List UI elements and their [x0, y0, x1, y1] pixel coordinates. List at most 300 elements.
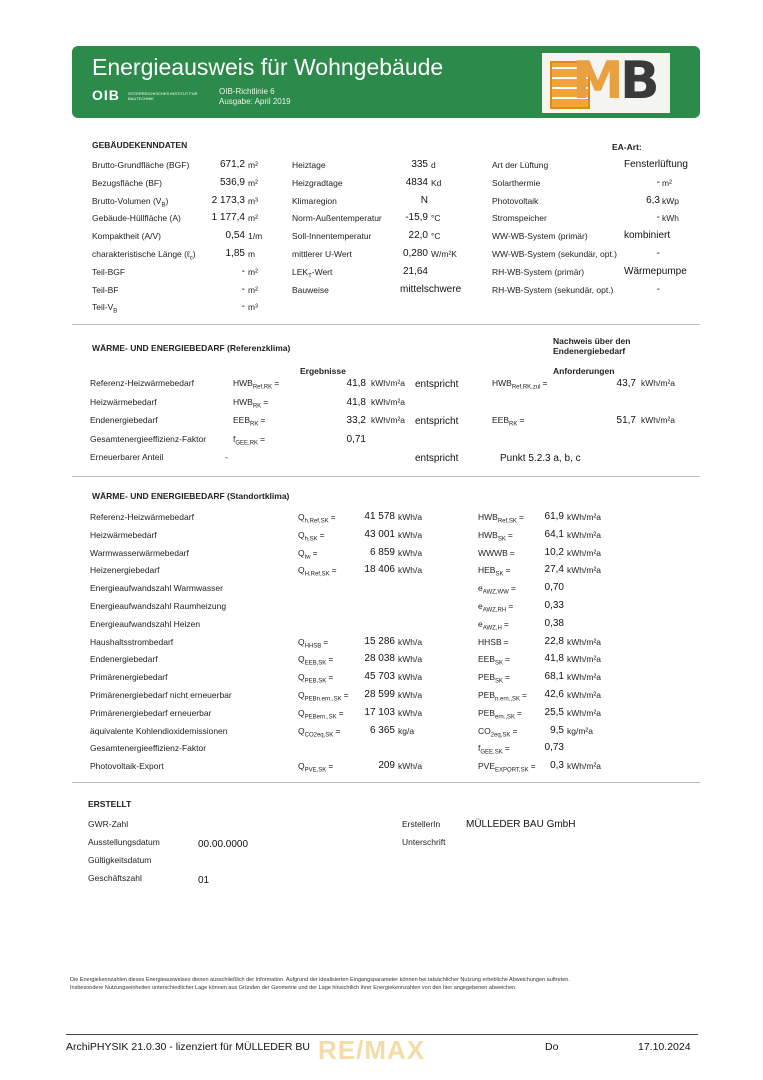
kenndaten-unit: m² — [248, 213, 258, 224]
standort-symbol-subscript: PEBern.,SK — [304, 714, 337, 721]
standort-unit: kWh/a — [398, 565, 423, 576]
standort-kennzahl-symbol-subscript: Ref,SK — [497, 518, 517, 525]
referenz-req-value: 51,7 — [616, 415, 636, 426]
standort-value: 28 599 — [364, 689, 395, 700]
standort-symbol — [298, 761, 333, 774]
standort-kennzahl-value: 0,70 — [544, 582, 564, 594]
footnote-line-2: Insbesondere Nutzungseinheiten unterschiedlicher Lage können aus Gründen der Geometrie und der Lage hinsichtlich ihrer Energiekennzahlen von den hier angegebenen abweichen. — [70, 985, 517, 991]
referenzklima-heading: WÄRME- UND ENERGIEBEDARF (Referenzklima) — [92, 343, 291, 353]
kenndaten-value: 2 173,3 — [211, 194, 245, 206]
kenndaten-label — [92, 231, 161, 241]
standort-symbol-equals: = — [323, 636, 329, 647]
standort-unit: kWh/a — [398, 529, 423, 540]
kenndaten-label-text: Teil-BGF — [92, 266, 126, 277]
erstellt-label: Geschäftszahl — [88, 873, 142, 883]
standort-kennzahl-symbol-symbol: e — [478, 583, 483, 594]
standort-symbol — [298, 512, 336, 525]
klima-value: 0,280 — [402, 248, 428, 259]
kenndaten-label-end: ) — [165, 195, 169, 206]
klima-label — [292, 267, 332, 280]
standort-symbol-equals: = — [328, 654, 334, 665]
kenndaten-label-subscript: B — [113, 309, 118, 316]
standort-value: 41 578 — [364, 511, 395, 522]
kenndaten-label — [92, 160, 189, 170]
referenz-req-symbol-equals: = — [519, 415, 525, 425]
standort-symbol-symbol: Q — [298, 707, 305, 718]
klima-label — [292, 231, 371, 241]
kenndaten-unit: m² — [248, 160, 258, 170]
kenndaten-unit: 1/m — [248, 231, 263, 242]
standort-kennzahl-value: 27,4 — [544, 564, 564, 576]
anlagen-unit: kWp — [662, 195, 679, 206]
standort-kennzahl-unit: kg/m²a — [567, 725, 593, 736]
anlagen-label: Solarthermie — [492, 177, 541, 188]
kenndaten-label-subscript: B — [161, 202, 166, 209]
referenz-req-symbol-subscript: RK — [509, 421, 518, 428]
standort-value: 43 001 — [364, 528, 395, 540]
standort-kennzahl-value: 41,8 — [544, 653, 564, 665]
standort-kennzahl-symbol-subscript: GEE,SK — [480, 750, 503, 757]
standort-kennzahl-symbol-subscript: AWZ,WW — [482, 589, 509, 596]
kenndaten-label — [92, 302, 117, 315]
standort-kennzahl-symbol-subscript: n.ern.,SK — [495, 696, 521, 703]
kenndaten-unit: m² — [248, 177, 258, 188]
klima-unit: Kd — [431, 177, 442, 188]
standort-kennzahl-symbol-equals: = — [508, 601, 514, 611]
standort-row-label: Warmwasserwärmebedarf — [90, 547, 189, 558]
standort-symbol-symbol: Q — [298, 690, 305, 700]
standort-row-label: Heizenergiebedarf — [90, 565, 160, 576]
referenz-symbol-equals: = — [263, 396, 269, 407]
erstellt-right-value: MÜLLEDER BAU GmbH — [466, 819, 576, 830]
kenndaten-value: 671,2 — [219, 159, 245, 170]
kenndaten-label — [92, 249, 196, 262]
referenz-symbol-equals: = — [260, 433, 266, 444]
referenz-symbol-subscript: GEE,RK — [235, 440, 259, 447]
standort-kennzahl-unit: kWh/m²a — [567, 707, 601, 718]
standort-symbol-equals: = — [335, 725, 341, 736]
standort-row-label: Energieaufwandszahl Warmwasser — [90, 583, 223, 594]
standort-kennzahl-symbol-equals: = — [503, 618, 509, 629]
standort-kennzahl-value: 0,3 — [550, 760, 564, 772]
referenz-status: entspricht — [415, 379, 459, 390]
standort-kennzahl-symbol-equals: = — [503, 636, 509, 647]
kenndaten-label-text: Bezugsfläche (BF) — [92, 177, 162, 188]
referenz-symbol-subscript: Ref,RK — [252, 384, 273, 391]
referenz-req-symbol-subscript: Ref,RK,zul — [511, 384, 541, 391]
klima-value: mittelschwere — [400, 283, 462, 295]
klima-value: -15,9 — [405, 212, 428, 224]
klima-label-text: Heiztage — [292, 160, 326, 170]
standort-symbol-equals: = — [328, 761, 334, 772]
referenz-row-label: Gesamtenergieeffizienz-Faktor — [90, 433, 207, 444]
klima-value: 22,0 — [408, 230, 428, 242]
standort-kennzahl-symbol — [478, 619, 509, 632]
standort-symbol-symbol: Q — [298, 725, 305, 736]
footnote-line-1: Die Energiekennzahlen dieses Energieausweises dienen ausschließlich der Information. Aufgrund der idealisierten Eingangsparameter können bei tatsächlicher Nutzung erhebliche Abweichungen auftreten. — [70, 977, 570, 983]
gebaeudekenndaten-heading: GEBÄUDEKENNDATEN — [92, 140, 188, 150]
kenndaten-value: - — [241, 283, 245, 295]
standort-kennzahl-symbol — [478, 761, 536, 774]
klima-value: N — [420, 194, 428, 206]
standort-symbol — [298, 708, 344, 721]
ea-art-label: EA-Art: — [612, 142, 642, 152]
header-banner — [72, 46, 700, 118]
kenndaten-unit: m³ — [248, 302, 258, 313]
standort-kennzahl-symbol-subscript: AWZ,RH — [482, 607, 507, 614]
standort-kennzahl-unit: kWh/m²a — [567, 512, 601, 522]
referenz-req-text: Punkt 5.2.3 a, b, c — [500, 453, 581, 464]
kenndaten-label-text: Gebäude-Hüllfläche (A) — [92, 213, 181, 224]
standort-kennzahl-symbol-symbol: e — [478, 601, 483, 611]
standort-row-label: Gesamtenergieeffizienz-Faktor — [90, 743, 207, 754]
klima-label-text: Heizgradtage — [292, 177, 343, 188]
referenz-req-symbol-symbol: HWB — [492, 378, 512, 388]
kenndaten-value: - — [241, 301, 245, 313]
standort-value: 209 — [378, 760, 395, 772]
standort-kennzahl-value: 10,2 — [544, 546, 564, 558]
referenz-symbol-symbol: HWB — [233, 378, 253, 388]
standort-kennzahl-symbol-symbol: HHSB — [478, 636, 502, 647]
richtlinie-info — [219, 87, 291, 107]
standort-kennzahl-value: 25,5 — [544, 706, 564, 718]
standort-kennzahl-symbol-symbol: WWWB — [478, 547, 508, 558]
standort-kennzahl-symbol — [478, 743, 510, 756]
kenndaten-label-text: Teil-V — [92, 302, 114, 313]
company-logo — [542, 53, 670, 113]
klima-label — [292, 160, 326, 170]
standort-symbol-subscript: HHSB — [304, 643, 322, 650]
erstellt-value: 01 — [198, 875, 210, 886]
standort-symbol-equals: = — [319, 529, 325, 540]
klima-unit: °C — [431, 213, 441, 224]
kenndaten-unit: m — [248, 249, 256, 259]
nachweis-label-2: Endenergiebedarf — [553, 346, 626, 356]
standort-kennzahl-symbol-subscript: AWZ,H — [482, 625, 502, 632]
kenndaten-label-text: Kompaktheit (A/V) — [92, 231, 161, 242]
standort-kennzahl-symbol — [478, 512, 524, 525]
oib-logo-subtitle: ÖSTERREICHISCHES INSTITUT FÜR BAUTECHNIK — [128, 91, 198, 101]
referenz-symbol-symbol: HWB — [233, 396, 253, 407]
standort-kennzahl-unit: kWh/m²a — [567, 672, 601, 683]
erstellt-label: Ausstellungsdatum — [88, 837, 160, 847]
standort-kennzahl-symbol-equals: = — [530, 761, 536, 772]
standort-kennzahl-symbol — [478, 530, 513, 543]
referenz-symbol-equals: = — [260, 415, 266, 425]
standort-unit: kWh/a — [398, 707, 423, 718]
standort-value: 6 365 — [369, 724, 395, 736]
standort-symbol — [298, 565, 337, 578]
standort-symbol — [298, 726, 340, 739]
anlagen-value: - — [656, 212, 660, 224]
standort-kennzahl-symbol-symbol: HWB — [478, 512, 498, 522]
referenz-row-label: Endenergiebedarf — [90, 415, 158, 425]
referenz-unit: kWh/m²a — [371, 415, 405, 425]
standort-value: 17 103 — [364, 706, 395, 718]
standort-symbol-equals: = — [330, 512, 336, 522]
standort-symbol — [298, 637, 328, 650]
kenndaten-label-end: ) — [192, 249, 196, 259]
klima-label-text: Bauweise — [292, 284, 329, 295]
klima-value: 21,64 — [402, 265, 428, 277]
divider — [72, 324, 700, 325]
standort-kennzahl-unit: kWh/m²a — [567, 761, 601, 772]
klima-label — [292, 196, 337, 206]
klima-unit: °C — [431, 231, 441, 242]
standort-symbol-symbol: Q — [298, 529, 305, 540]
kenndaten-label-text: Teil-BF — [92, 284, 119, 295]
standortklima-heading: WÄRME- UND ENERGIEBEDARF (Standortklima) — [92, 491, 290, 501]
standort-symbol-equals: = — [338, 707, 344, 718]
klima-unit: W/m²K — [431, 249, 457, 259]
divider — [72, 782, 700, 783]
referenz-unit: kWh/m²a — [371, 396, 405, 407]
standort-kennzahl-value: 64,1 — [544, 528, 564, 540]
anlagen-unit: kWh — [662, 213, 679, 224]
klima-label-subscript: T — [308, 273, 312, 280]
anlagen-value: 6,3 — [646, 194, 660, 206]
referenz-value: 41,8 — [346, 378, 366, 389]
divider — [72, 476, 700, 477]
erstellt-heading: ERSTELLT — [88, 799, 132, 809]
anlagen-label: RH-WB-System (primär) — [492, 266, 585, 277]
klima-unit: d — [431, 160, 436, 170]
standort-value: 28 038 — [364, 653, 395, 665]
referenz-symbol-symbol: EEB — [233, 415, 251, 425]
standort-kennzahl-symbol-symbol: HWB — [478, 529, 498, 540]
standort-kennzahl-symbol-symbol: PEB — [478, 672, 496, 683]
standort-kennzahl-symbol — [478, 726, 517, 739]
standort-kennzahl-value: 61,9 — [544, 511, 564, 522]
referenz-req-symbol — [492, 415, 524, 428]
standort-kennzahl-symbol-symbol: PVE — [478, 761, 496, 772]
referenz-row-label: Heizwärmebedarf — [90, 396, 157, 407]
kenndaten-label-subscript: c — [189, 255, 193, 262]
richtlinie-label: OIB-Richtlinie 6 — [219, 87, 275, 96]
erstellt-value: 00.00.0000 — [198, 839, 249, 850]
standort-value: 15 286 — [364, 635, 395, 647]
logo-letter-m: M — [572, 51, 624, 111]
oib-logo — [92, 87, 198, 105]
standort-symbol — [298, 672, 333, 685]
standort-kennzahl-symbol-subscript: SK — [495, 678, 504, 685]
referenz-status: entspricht — [415, 416, 459, 427]
referenz-req-symbol — [492, 378, 548, 391]
standort-symbol-symbol: Q — [298, 636, 305, 647]
referenz-req-unit: kWh/m²a — [641, 415, 675, 425]
standort-kennzahl-symbol-equals: = — [505, 672, 510, 683]
nachweis-label: Nachweis über den — [553, 336, 631, 346]
standort-row-label: Primärenergiebedarf nicht erneuerbar — [90, 690, 232, 700]
standort-kennzahl-symbol — [478, 601, 513, 614]
standort-value: 6 859 — [369, 546, 395, 558]
software-license — [66, 1041, 310, 1053]
standort-kennzahl-symbol — [478, 548, 515, 561]
standort-kennzahl-symbol — [478, 690, 527, 703]
standort-symbol-equals: = — [312, 547, 318, 558]
software-license-tail: U — [302, 1041, 310, 1053]
erstellt-label: GWR-Zahl — [88, 819, 129, 829]
standort-kennzahl-symbol-equals: = — [517, 707, 522, 718]
standort-unit: kWh/a — [398, 654, 423, 665]
referenz-symbol-subscript: RK — [250, 421, 259, 428]
standort-kennzahl-symbol-subscript: SK — [495, 572, 504, 579]
standort-symbol-subscript: PEB,SK — [304, 678, 327, 685]
anlagen-label: Photovoltaik — [492, 195, 539, 206]
standort-kennzahl-symbol-symbol: PEB — [478, 690, 496, 700]
standort-kennzahl-value: 68,1 — [544, 671, 564, 683]
standort-row-label: Heizwärmebedarf — [90, 529, 157, 540]
standort-kennzahl-symbol-subscript: EXPORT,SK — [495, 767, 529, 774]
standort-kennzahl-value: 22,8 — [544, 635, 564, 647]
footnote — [70, 976, 570, 992]
standort-kennzahl-symbol-equals: = — [507, 529, 513, 540]
klima-label-text: Norm-Außentemperatur — [292, 213, 382, 224]
referenz-req-symbol-equals: = — [542, 378, 548, 388]
standort-kennzahl-symbol-symbol: CO — [478, 725, 491, 736]
standort-unit: kWh/a — [398, 690, 423, 700]
erstellt-right-label: ErstellerIn — [402, 819, 441, 829]
referenz-symbol — [233, 378, 279, 391]
standort-kennzahl-value: 9,5 — [550, 724, 564, 736]
standort-kennzahl-value: 0,38 — [544, 617, 564, 629]
anlagen-value: Wärmepumpe — [624, 265, 687, 277]
klima-label — [292, 285, 329, 295]
standort-kennzahl-symbol-symbol: PEB — [478, 707, 496, 718]
standort-kennzahl-symbol-symbol: e — [478, 618, 483, 629]
standort-kennzahl-symbol-subscript: ern.,SK — [495, 714, 516, 721]
standort-symbol-subscript: h,SK — [304, 536, 318, 543]
anlagen-label: Stromspeicher — [492, 213, 547, 224]
referenz-symbol-subscript: RK — [252, 403, 262, 410]
standort-row-label: Photovoltaik-Export — [90, 761, 164, 772]
standort-kennzahl-unit: kWh/m²a — [567, 565, 601, 576]
kenndaten-unit: m² — [248, 266, 258, 277]
standort-symbol — [298, 654, 333, 667]
standort-symbol-subscript: PEBn.ern.,SK — [304, 696, 342, 703]
standort-unit: kWh/a — [398, 761, 423, 772]
standort-unit: kg/a — [398, 725, 415, 736]
kenndaten-label-text: Brutto-Volumen (V — [92, 195, 162, 206]
standort-symbol-subscript: tw — [304, 554, 311, 561]
standort-kennzahl-value: 0,73 — [544, 742, 564, 754]
weekday: Do — [545, 1041, 559, 1053]
kenndaten-label — [92, 213, 181, 223]
standort-unit: kWh/a — [398, 547, 423, 558]
referenz-req-unit: kWh/m²a — [641, 378, 675, 388]
kenndaten-label-text: charakteristische Länge (ℓ — [92, 249, 190, 259]
anlagen-value: Fensterlüftung — [624, 159, 688, 170]
kenndaten-value: 536,9 — [219, 176, 245, 188]
klima-value: 335 — [411, 159, 428, 170]
kenndaten-unit: m³ — [248, 195, 258, 206]
standort-symbol-equals: = — [328, 672, 334, 683]
standort-kennzahl-unit: kWh/m²a — [567, 529, 601, 540]
standort-kennzahl-symbol-symbol: HEB — [478, 565, 496, 576]
standort-symbol-subscript: EEB,SK — [304, 661, 327, 668]
erstellt-label: Gültigkeitsdatum — [88, 855, 152, 865]
anlagen-value: kombiniert — [624, 230, 671, 242]
standort-symbol-symbol: Q — [298, 547, 305, 558]
klima-value: 4834 — [405, 176, 428, 188]
standort-kennzahl-unit: kWh/m²a — [567, 547, 601, 558]
standort-symbol-subscript: PVE,SK — [304, 767, 327, 774]
standort-row-label: Energieaufwandszahl Raumheizung — [90, 601, 227, 611]
kenndaten-unit: m² — [248, 284, 258, 295]
referenz-req-symbol-symbol: EEB — [492, 415, 510, 425]
anlagen-label: WW-WB-System (primär) — [492, 231, 588, 242]
standort-symbol-symbol: Q — [298, 672, 305, 683]
anlagen-value: - — [656, 176, 660, 188]
standort-symbol-equals: = — [331, 565, 337, 576]
referenz-value: 0,71 — [346, 433, 366, 445]
referenz-symbol — [233, 434, 265, 447]
standort-kennzahl-symbol — [478, 583, 516, 596]
klima-label — [292, 213, 382, 223]
kenndaten-label-text: Brutto-Grundfläche (BGF) — [92, 160, 190, 170]
klima-label-text: mittlerer U-Wert — [292, 249, 352, 259]
klima-label-text: Soll-Innentemperatur — [292, 231, 372, 242]
standort-row-label: äquivalente Kohlendioxidemissionen — [90, 725, 228, 736]
kenndaten-value: - — [241, 265, 245, 277]
anlagen-label: WW-WB-System (sekundär, opt.) — [492, 249, 618, 259]
standort-row-label: Primärenergiebedarf — [90, 672, 168, 683]
standort-kennzahl-symbol-equals: = — [512, 725, 518, 736]
standort-kennzahl-symbol-equals: = — [509, 547, 515, 558]
klima-label-end: -Wert — [311, 266, 333, 277]
standort-row-label: Energieaufwandszahl Heizen — [90, 618, 201, 629]
standort-kennzahl-value: 42,6 — [544, 689, 564, 700]
standort-symbol — [298, 548, 318, 561]
standort-symbol-subscript: h,Ref,SK — [304, 518, 329, 525]
standort-kennzahl-unit: kWh/m²a — [567, 654, 601, 665]
standort-kennzahl-value: 0,33 — [544, 600, 564, 611]
standort-kennzahl-symbol — [478, 708, 522, 721]
standort-symbol-symbol: Q — [298, 761, 305, 772]
standort-kennzahl-symbol-equals: = — [505, 565, 511, 576]
referenz-req-value: 43,7 — [616, 378, 636, 389]
standort-value: 45 703 — [364, 671, 395, 683]
standort-symbol-symbol: Q — [298, 565, 305, 576]
standort-kennzahl-symbol-symbol: f — [478, 743, 481, 754]
kenndaten-label — [92, 285, 118, 295]
remax-watermark: RE/MAX — [318, 1035, 426, 1065]
anlagen-label: Art der Lüftung — [492, 160, 549, 170]
standort-kennzahl-symbol-symbol: EEB — [478, 654, 496, 665]
referenz-value: 41,8 — [346, 396, 366, 408]
standort-symbol — [298, 690, 349, 703]
standort-symbol-subscript: H,Ref,SK — [304, 572, 330, 579]
oib-logo-text: OIB — [92, 87, 120, 103]
anlagen-label: RH-WB-System (sekundär, opt.) — [492, 284, 614, 295]
standort-symbol-symbol: Q — [298, 512, 305, 522]
standort-row-label: Endenergiebedarf — [90, 654, 158, 665]
referenz-symbol: - — [225, 452, 228, 462]
standort-kennzahl-symbol-equals: = — [505, 654, 510, 665]
standort-kennzahl-symbol — [478, 565, 510, 578]
kenndaten-label — [92, 196, 168, 209]
standort-kennzahl-symbol-subscript: SK — [495, 661, 504, 668]
referenz-symbol — [233, 397, 268, 410]
standort-symbol-subscript: CO2eq,SK — [304, 732, 334, 739]
referenz-unit: kWh/m²a — [371, 378, 405, 388]
klima-label-text: LEK — [292, 266, 309, 277]
ergebnisse-label: Ergebnisse — [300, 366, 346, 376]
logo-letter-b: B — [620, 51, 660, 111]
anlagen-value: - — [656, 248, 660, 259]
document-title: Energieausweis für Wohngebäude — [92, 54, 444, 80]
standort-unit: kWh/a — [398, 672, 423, 683]
